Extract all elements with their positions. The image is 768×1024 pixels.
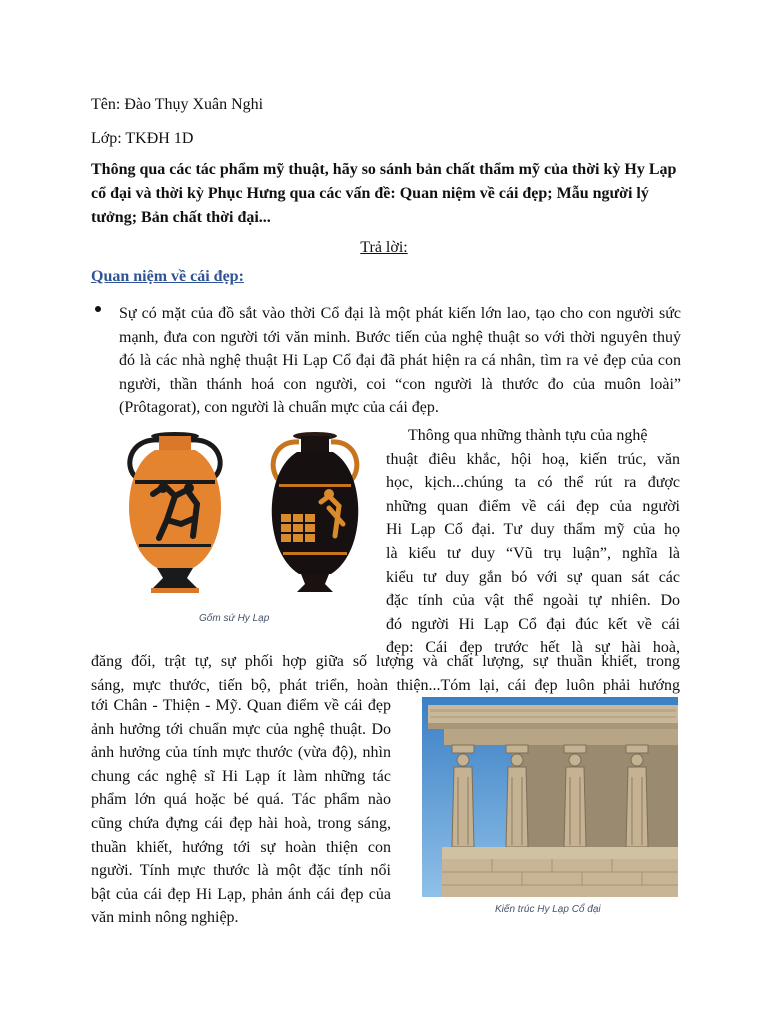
- student-name: Tên: Đào Thụy Xuân Nghi: [91, 96, 264, 113]
- greek-temple-image: [422, 697, 678, 897]
- text-line: ảnh hưởng tới chuẩn mực của nghệ thuật. Do: [91, 720, 391, 738]
- text-line: những quan điểm về cái đẹp của người: [386, 497, 680, 515]
- orange-amphora-icon: [129, 432, 221, 593]
- student-class: Lớp: TKĐH 1D: [91, 130, 194, 147]
- text-line: Thông qua những thành tựu của nghệ: [408, 427, 648, 444]
- text-line: bật của cái đẹp Hi Lạp, phản ánh cái đẹp của: [91, 885, 391, 903]
- vases-caption: Gốm sứ Hy Lạp: [199, 613, 270, 624]
- text-line: chung các nghệ sĩ Hi Lạp ít làm những tác: [91, 767, 391, 785]
- text-line: ảnh hưởng của tính mực thước (vừa độ), nhìn: [91, 744, 391, 762]
- text-line: đó người Hi Lạp Cổ đại đúc kết về cái: [386, 615, 680, 633]
- text-line: sáng, mực thước, tiến bộ, phát triển, hoàn thiện...Tóm lại, cái đẹp luôn phải hướng: [91, 676, 680, 694]
- bullet-paragraph: Sự có mặt của đồ sắt vào thời Cổ đại là một phát kiến lớn lao, tạo cho con người sức mạnh, đưa con người tới văn minh. Bước tiến của nghệ thuật so với thời nguyên thuỷ đó là các nhà nghệ thuật Hi Lạp Cổ đại đã phát hiện ra cá nhân, tìm ra vẻ đẹp của con người, thần thánh hoá con người, coi “con người là thước đo của muôn loài” (Prôtagorat), con người là chuẩn mực của cái đẹp.: [119, 305, 681, 417]
- text-line: học, kịch...chúng ta có thể rút ra được: [386, 474, 680, 492]
- text-line: tới Chân - Thiện - Mỹ. Quan điểm về cái đẹp: [91, 697, 391, 714]
- text-line: Hi Lạp Cổ đại. Tư duy thẩm mỹ của họ: [386, 521, 680, 539]
- text-line: là kiểu tư duy “Vũ trụ luận”, nghĩa là: [386, 544, 680, 562]
- text-line: cũng chứa đựng cái đẹp hài hoà, trong sáng,: [91, 814, 391, 832]
- bullet-icon: [95, 306, 101, 312]
- greek-vases-image: [115, 428, 375, 603]
- text-line: đặc tính của vật thể ngoài tự nhiên. Do: [386, 592, 680, 610]
- question-heading: Thông qua các tác phẩm mỹ thuật, hãy so sánh bản chất thẩm mỹ của thời kỳ Hy Lạp cổ đại và thời kỳ Phục Hưng qua các vấn đề: Quan niệm về cái đẹp; Mẫu người lý tưởng; Bản chất thời đại...: [91, 161, 677, 226]
- temple-caption: Kiến trúc Hy Lạp Cổ đại: [495, 904, 601, 915]
- text-line: kiểu tư duy gắn bó với sự quan sát các: [386, 568, 680, 586]
- text-line: đăng đối, trật tự, sự phối hợp giữa số lượng và chất lượng, sự thuần khiết, trong: [91, 653, 680, 670]
- text-line: thuật điêu khắc, hội hoạ, kiến trúc, văn: [386, 450, 680, 468]
- text-line: thuần khiết, hướng tới sự hoàn thiện con: [91, 838, 391, 856]
- text-line: phẩm lớn quá hoặc bé quá. Tác phẩm nào: [91, 791, 391, 809]
- section-title: Quan niệm về cái đẹp:: [91, 268, 244, 285]
- text-line: văn minh nông nghiệp.: [91, 909, 239, 927]
- paragraph-aesthetics-right: [386, 424, 680, 660]
- black-amphora-icon: [272, 432, 359, 592]
- text-line: người. Tính mực thước là một đặc tính nổi: [91, 862, 391, 880]
- paragraph-aesthetics-left: [91, 694, 391, 930]
- paragraph-aesthetics-full: [91, 650, 680, 697]
- text-line: đẹp: Cái đẹp trước hết là sự hài hoà,: [386, 639, 680, 657]
- answer-label: Trả lời:: [360, 239, 408, 256]
